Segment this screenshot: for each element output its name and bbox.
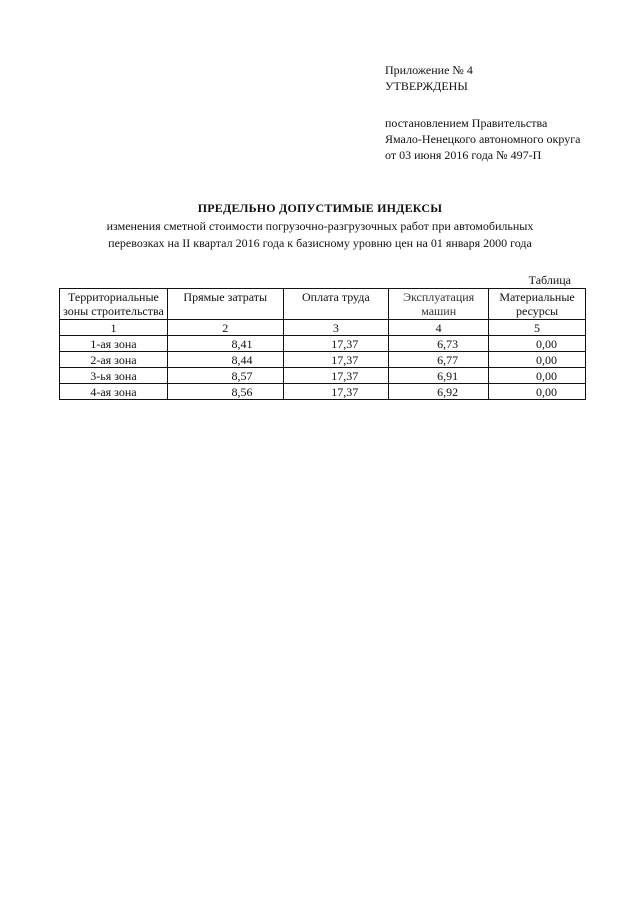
labor-pay-cell: 17,37 (283, 368, 389, 384)
material-resources-cell: 0,00 (489, 336, 586, 352)
column-number: 4 (389, 320, 489, 336)
labor-pay-cell: 17,37 (283, 336, 389, 352)
machine-operation-cell: 6,77 (389, 352, 489, 368)
direct-costs-cell: 8,57 (167, 368, 283, 384)
document-title: ПРЕДЕЛЬНО ДОПУСТИМЫЕ ИНДЕКСЫ (197, 201, 443, 215)
table-caption: Таблица (528, 273, 571, 287)
header-material-resources: Материальные ресурсы (489, 289, 586, 320)
table-row (60, 384, 586, 400)
labor-pay-cell: 17,37 (283, 352, 389, 368)
material-resources-cell: 0,00 (489, 384, 586, 400)
column-number: 1 (60, 320, 168, 336)
material-resources-cell: 0,00 (489, 352, 586, 368)
header-machine-operation: Эксплуатация машин (389, 289, 489, 320)
document-subtitle (60, 218, 580, 252)
subtitle-line-1: изменения сметной стоимости погрузочно-разгрузочных работ при автомобильных (106, 219, 534, 233)
zone-cell: 3-ья зона (60, 368, 168, 384)
machine-operation-cell: 6,73 (389, 336, 489, 352)
approved-label: УТВЕРЖДЕНЫ (385, 79, 468, 93)
column-number: 2 (167, 320, 283, 336)
labor-pay-cell: 17,37 (283, 384, 389, 400)
indices-table (59, 288, 586, 400)
decree-line-3: от 03 июня 2016 года № 497-П (385, 148, 542, 162)
table-row (60, 336, 586, 352)
decree-line-1: постановлением Правительства (385, 116, 548, 130)
material-resources-cell: 0,00 (489, 368, 586, 384)
direct-costs-cell: 8,44 (167, 352, 283, 368)
table-header-row (60, 289, 586, 320)
zone-cell: 4-ая зона (60, 384, 168, 400)
direct-costs-cell: 8,56 (167, 384, 283, 400)
table-row (60, 352, 586, 368)
direct-costs-cell: 8,41 (167, 336, 283, 352)
machine-operation-cell: 6,92 (389, 384, 489, 400)
machine-operation-cell: 6,91 (389, 368, 489, 384)
appendix-number: Приложение № 4 (385, 63, 473, 77)
header-direct-costs: Прямые затраты (167, 289, 283, 320)
header-labor-pay: Оплата труда (283, 289, 389, 320)
subtitle-line-2: перевозках на II квартал 2016 года к базисному уровню цен на 01 января 2000 года (108, 236, 532, 250)
decree-line-2: Ямало-Ненецкого автономного округа (385, 132, 581, 146)
zone-cell: 2-ая зона (60, 352, 168, 368)
header-zones: Территориальные зоны строительства (60, 289, 168, 320)
approval-block (385, 62, 625, 163)
table-row (60, 368, 586, 384)
zone-cell: 1-ая зона (60, 336, 168, 352)
column-number-row (60, 320, 586, 336)
column-number: 5 (489, 320, 586, 336)
column-number: 3 (283, 320, 389, 336)
